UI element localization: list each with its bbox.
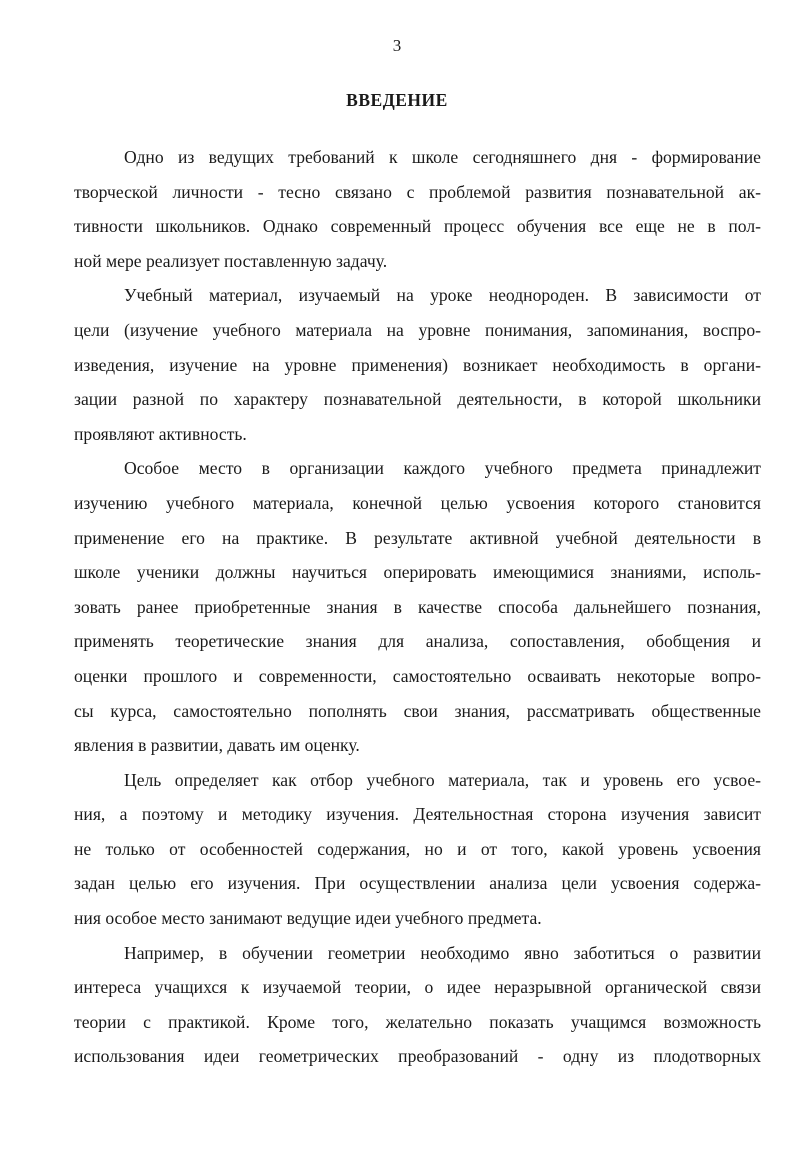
page-number: 3 xyxy=(392,36,402,55)
text-line: ния особое место занимают ведущие идеи учебного предмета. xyxy=(74,908,542,929)
text-line: Например, в обучении геометрии необходимо явно заботиться о развитии xyxy=(124,942,761,963)
text-line: Цель определяет как отбор учебного материала, так и уровень его усвое- xyxy=(124,769,761,790)
text-line: тивности школьников. Однако современный процесс обучения все еще не в пол- xyxy=(74,216,761,237)
text-line: Учебный материал, изучаемый на уроке неоднороден. В зависимости от xyxy=(124,285,761,306)
section-heading: ВВЕДЕНИЕ xyxy=(346,90,448,110)
text-line: применение его на практике. В результате активной учебной деятельности в xyxy=(74,527,761,548)
body-text xyxy=(74,140,761,1074)
text-line: ной мере реализует поставленную задачу. xyxy=(74,250,388,271)
text-line: Особое место в организации каждого учебного предмета принадлежит xyxy=(124,458,761,479)
text-line: Одно из ведущих требований к школе сегодняшнего дня - формирование xyxy=(124,147,761,167)
text-line: явления в развитии, давать им оценку. xyxy=(74,735,360,756)
text-line: зации разной по характеру познавательной деятельности, в которой школьники xyxy=(74,389,761,410)
text-line: не только от особенностей содержания, но и от того, какой уровень усвоения xyxy=(74,838,761,859)
text-line: изучению учебного материала, конечной целью усвоения которого становится xyxy=(74,492,761,513)
text-line: применять теоретические знания для анализа, сопоставления, обобщения и xyxy=(74,631,761,652)
paragraph xyxy=(74,278,761,451)
text-line: использования идеи геометрических преобразований - одну из плодотворных xyxy=(74,1046,761,1067)
paragraph xyxy=(74,451,761,762)
paragraph xyxy=(74,140,761,278)
paragraph xyxy=(74,763,761,936)
text-line: ния, а поэтому и методику изучения. Деятельностная сторона изучения зависит xyxy=(74,804,761,825)
text-line: школе ученики должны научиться оперировать имеющимися знаниями, исполь- xyxy=(74,562,761,583)
text-line: интереса учащихся к изучаемой теории, о идее неразрывной органической связи xyxy=(74,977,761,998)
text-line: оценки прошлого и современности, самостоятельно осваивать некоторые вопро- xyxy=(74,665,761,686)
text-line: изведения, изучение на уровне применения) возникает необходимость в органи- xyxy=(74,354,761,375)
text-line: творческой личности - тесно связано с проблемой развития познавательной ак- xyxy=(74,181,761,202)
text-line: зовать ранее приобретенные знания в качестве способа дальнейшего познания, xyxy=(74,596,761,617)
text-line: проявляют активность. xyxy=(74,423,247,444)
paragraph xyxy=(74,936,761,1074)
text-line: теории с практикой. Кроме того, желательно показать учащимся возможность xyxy=(74,1011,761,1032)
text-line: цели (изучение учебного материала на уровне понимания, запоминания, воспро- xyxy=(74,319,761,340)
text-line: задан целью его изучения. При осуществлении анализа цели усвоения содержа- xyxy=(74,873,761,894)
text-line: сы курса, самостоятельно пополнять свои знания, рассматривать общественные xyxy=(74,700,761,721)
